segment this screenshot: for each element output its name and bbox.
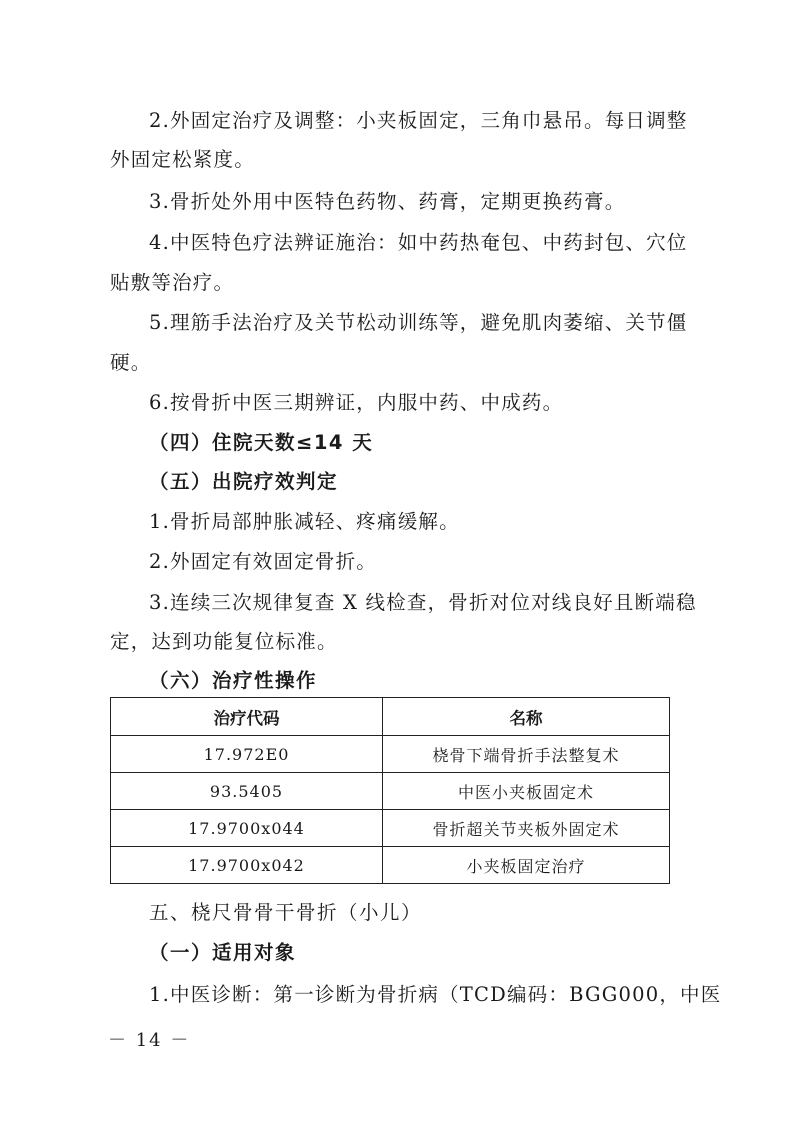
table-cell-code: 17.9700x042 [111, 847, 383, 884]
table-cell-name: 骨折超关节夹板外固定术 [383, 810, 670, 847]
column-header-code: 治疗代码 [111, 698, 383, 736]
table-cell-code: 93.5405 [111, 773, 383, 810]
heading-discharge-criteria: （五）出院疗效判定 [149, 470, 339, 493]
paragraph-discharge-3-line2: 定，达到功能复位标准。 [110, 630, 338, 653]
paragraph-treatment-4-line2: 贴敷等治疗。 [110, 271, 235, 294]
procedures-table [110, 697, 670, 884]
section-heading-five: 五、桡尺骨骨干骨折（小儿） [149, 901, 423, 924]
table-row [111, 736, 670, 773]
paragraph-treatment-6: 6.按骨折中医三期辨证，内服中药、中成药。 [149, 391, 564, 414]
table-row [111, 773, 670, 810]
table-cell-name: 桡骨下端骨折手法整复术 [383, 736, 670, 773]
paragraph-discharge-2: 2.外固定有效固定骨折。 [149, 550, 378, 573]
paragraph-discharge-1: 1.骨折局部肿胀减轻、疼痛缓解。 [149, 510, 460, 533]
paragraph-treatment-5-line2: 硬。 [110, 351, 152, 374]
heading-applicable-subjects: （一）适用对象 [149, 941, 297, 964]
paragraph-treatment-2-line1: 2.外固定治疗及调整：小夹板固定，三角巾悬吊。每日调整 [149, 109, 688, 132]
table-cell-code: 17.972E0 [111, 736, 383, 773]
table-row [111, 847, 670, 884]
table-cell-name: 中医小夹板固定术 [383, 773, 670, 810]
page-number: － 14 － [108, 1030, 191, 1051]
column-header-name: 名称 [383, 698, 670, 736]
paragraph-discharge-3-line1: 3.连续三次规律复查 X 线检查，骨折对位对线良好且断端稳 [149, 591, 697, 614]
table-header-row [111, 698, 670, 736]
paragraph-treatment-5-line1: 5.理筋手法治疗及关节松动训练等，避免肌肉萎缩、关节僵 [149, 311, 688, 334]
paragraph-diagnosis-1: 1.中医诊断：第一诊断为骨折病（TCD编码：BGG000，中医 [149, 983, 722, 1006]
heading-hospital-stay: （四）住院天数≤14 天 [149, 431, 374, 454]
heading-therapeutic-procedures: （六）治疗性操作 [149, 669, 318, 692]
table-cell-name: 小夹板固定治疗 [383, 847, 670, 884]
paragraph-treatment-3: 3.骨折处外用中医特色药物、药膏，定期更换药膏。 [149, 190, 626, 213]
table-row [111, 810, 670, 847]
paragraph-treatment-2-line2: 外固定松紧度。 [110, 148, 255, 171]
paragraph-treatment-4-line1: 4.中医特色疗法辨证施治：如中药热奄包、中药封包、穴位 [149, 231, 688, 254]
table-cell-code: 17.9700x044 [111, 810, 383, 847]
